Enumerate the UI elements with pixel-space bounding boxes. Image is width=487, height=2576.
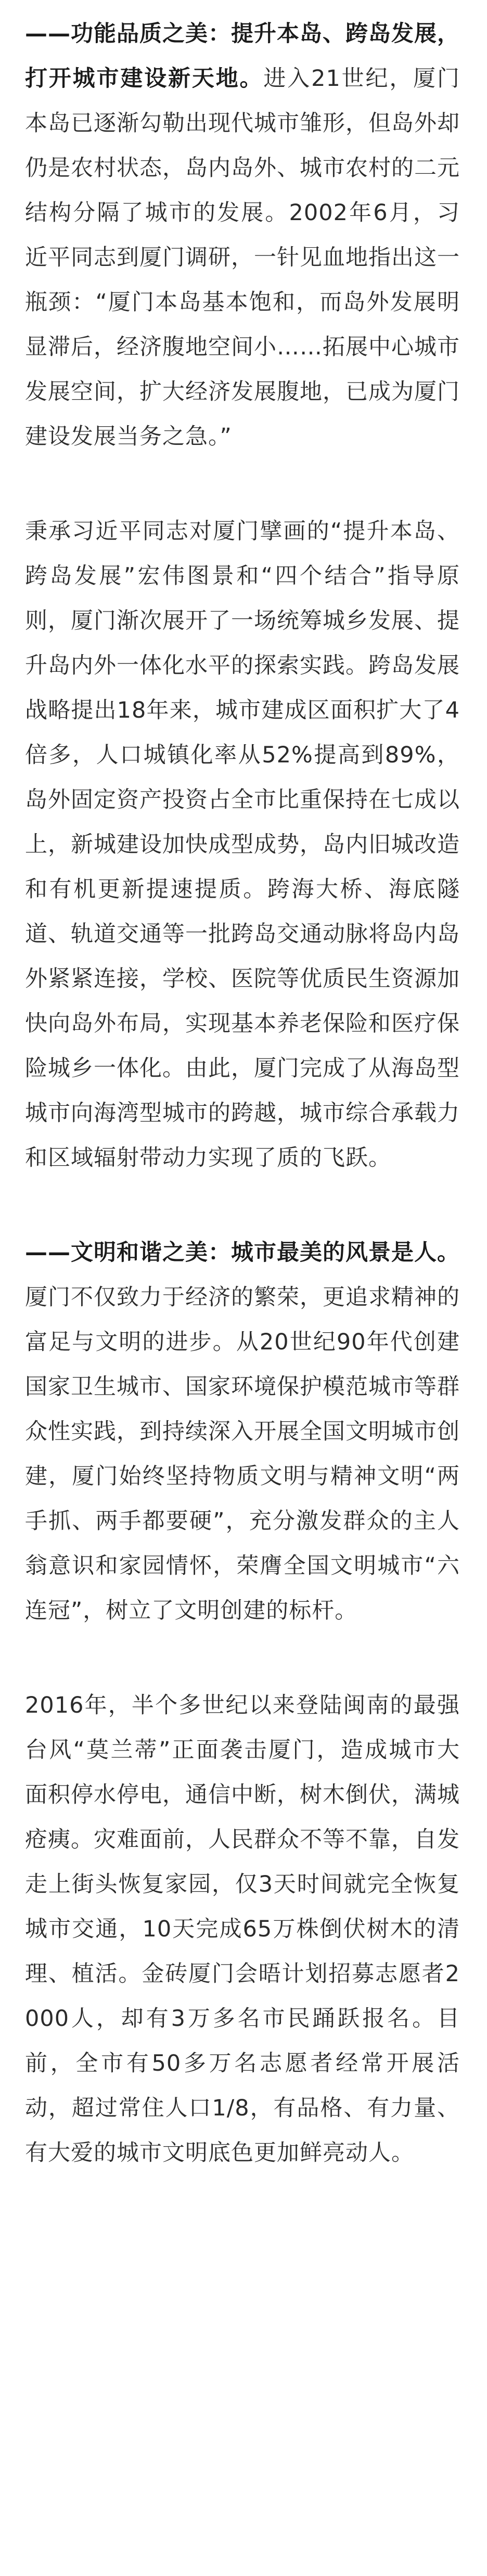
paragraph-typhoon-volunteers: [25, 1683, 460, 2175]
paragraph-text: 2016年，半个多世纪以来登陆闽南的最强台风“莫兰蒂”正面袭击厦门，造成城市大面积停水停电，通信中断，树木倒伏，满城疮痍。灾难面前，人民群众不等不靠，自发走上街头恢复家园，仅3天时间就完全恢复城市交通，10天完成65万株倒伏树木的清理、植活。金砖厦门会晤计划招募志愿者2000人，却有3万多名市民踊跃报名。目前，全市有50多万名志愿者经常开展活动，超过常住人口1/8，有品格、有力量、有大爱的城市文明底色更加鲜亮动人。: [25, 1692, 460, 2166]
paragraph-text: 进入21世纪，厦门本岛已逐渐勾勒出现代城市雏形，但岛外却仍是农村状态，岛内岛外、城市农村的二元结构分隔了城市的发展。2002年6月，习近平同志到厦门调研，一针见血地指出这一瓶颈：“厦门本岛基本饱和，而岛外发展明显滞后，经济腹地空间小……拓展中心城市发展空间，扩大经济发展腹地，已成为厦门建设发展当务之急。”: [25, 66, 460, 450]
paragraph-civilization-harmony: [25, 1230, 460, 1633]
paragraph-text: 秉承习近平同志对厦门擘画的“提升本岛、跨岛发展”宏伟图景和“四个结合”指导原则，厦门渐次展开了一场统筹城乡发展、提升岛内外一体化水平的探索实践。跨岛发展战略提出18年来，城市建成区面积扩大了4倍多，人口城镇化率从52%提高到89%，岛外固定资产投资占全市比重保持在七成以上，新城建设加快成型成势，岛内旧城改造和有机更新提速提质。跨海大桥、海底隧道、轨道交通等一批跨岛交通动脉将岛内岛外紧紧连接，学校、医院等优质民生资源加快向岛外布局，实现基本养老保险和医疗保险城乡一体化。由此，厦门完成了从海岛型城市向海湾型城市的跨越，城市综合承载力和区域辐射带动力实现了质的飞跃。: [25, 518, 460, 1171]
paragraph-city-quality: [25, 11, 460, 459]
paragraph-text: 厦门不仅致力于经济的繁荣，更追求精神的富足与文明的进步。从20世纪90年代创建国家卫生城市、国家环境保护模范城市等群众性实践，到持续深入开展全国文明城市创建，厦门始终坚持物质文明与精神文明“两手抓、两手都要硬”，充分激发群众的主人翁意识和家园情怀，荣膺全国文明城市“六连冠”，树立了文明创建的标杆。: [25, 1284, 460, 1624]
paragraph-cross-island-development: [25, 509, 460, 1180]
section-heading-civilization-harmony: ——文明和谐之美：城市最美的风景是人。: [25, 1240, 460, 1266]
section-heading-city-quality: ——功能品质之美：提升本岛、跨岛发展，打开城市建设新天地。: [25, 21, 460, 92]
